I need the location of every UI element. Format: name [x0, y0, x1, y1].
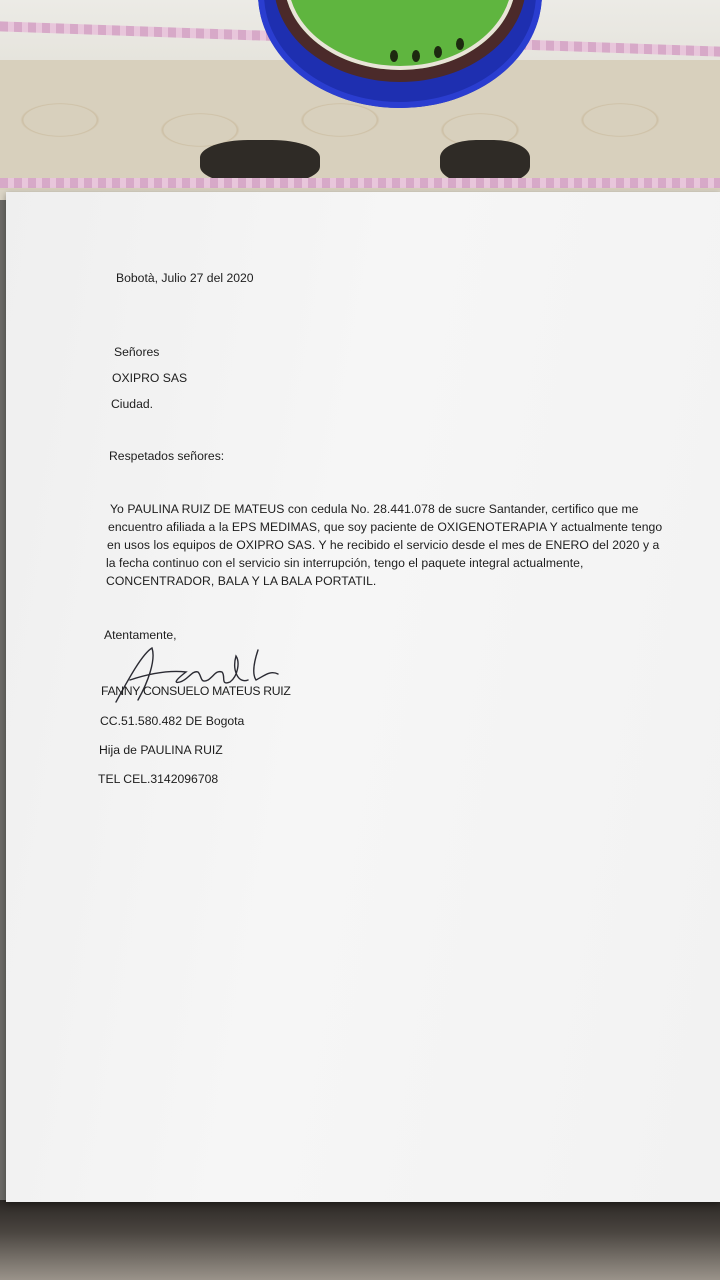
signer-id: CC.51.580.482 DE Bogota [100, 714, 245, 728]
floor [0, 1200, 720, 1280]
greeting: Respetados señores: [109, 449, 225, 463]
recipient-company: OXIPRO SAS [112, 371, 188, 385]
body-line-4: la fecha continuo con el servicio sin interrupción, tengo el paquete integral actualmente, [106, 556, 584, 570]
signer-name: FANNY CONSUELO MATEUS RUIZ [101, 684, 291, 698]
place-date: Bobotà, Julio 27 del 2020 [116, 271, 254, 285]
body-line-5: CONCENTRADOR, BALA Y LA BALA PORTATIL. [106, 574, 377, 588]
body-line-1: Yo PAULINA RUIZ DE MATEUS con cedula No. 28.441.078 de sucre Santander, certifico que me [110, 502, 639, 516]
body-line-3: en usos los equipos de OXIPRO SAS. Y he recibido el servicio desde el mes de ENERO del 2020 y a [107, 538, 660, 552]
signer-relation: Hija de PAULINA RUIZ [99, 743, 223, 757]
body-line-2: encuentro afiliada a la EPS MEDIMAS, que soy paciente de OXIGENOTERAPIA Y actualmente tengo [108, 520, 663, 534]
lace-trim-bottom [0, 178, 720, 188]
signer-phone: TEL CEL.3142096708 [98, 772, 219, 786]
closing: Atentamente, [104, 628, 177, 642]
handwritten-signature [108, 640, 288, 710]
recipient-salutation: Señores [114, 345, 160, 359]
recipient-city: Ciudad. [111, 397, 154, 411]
